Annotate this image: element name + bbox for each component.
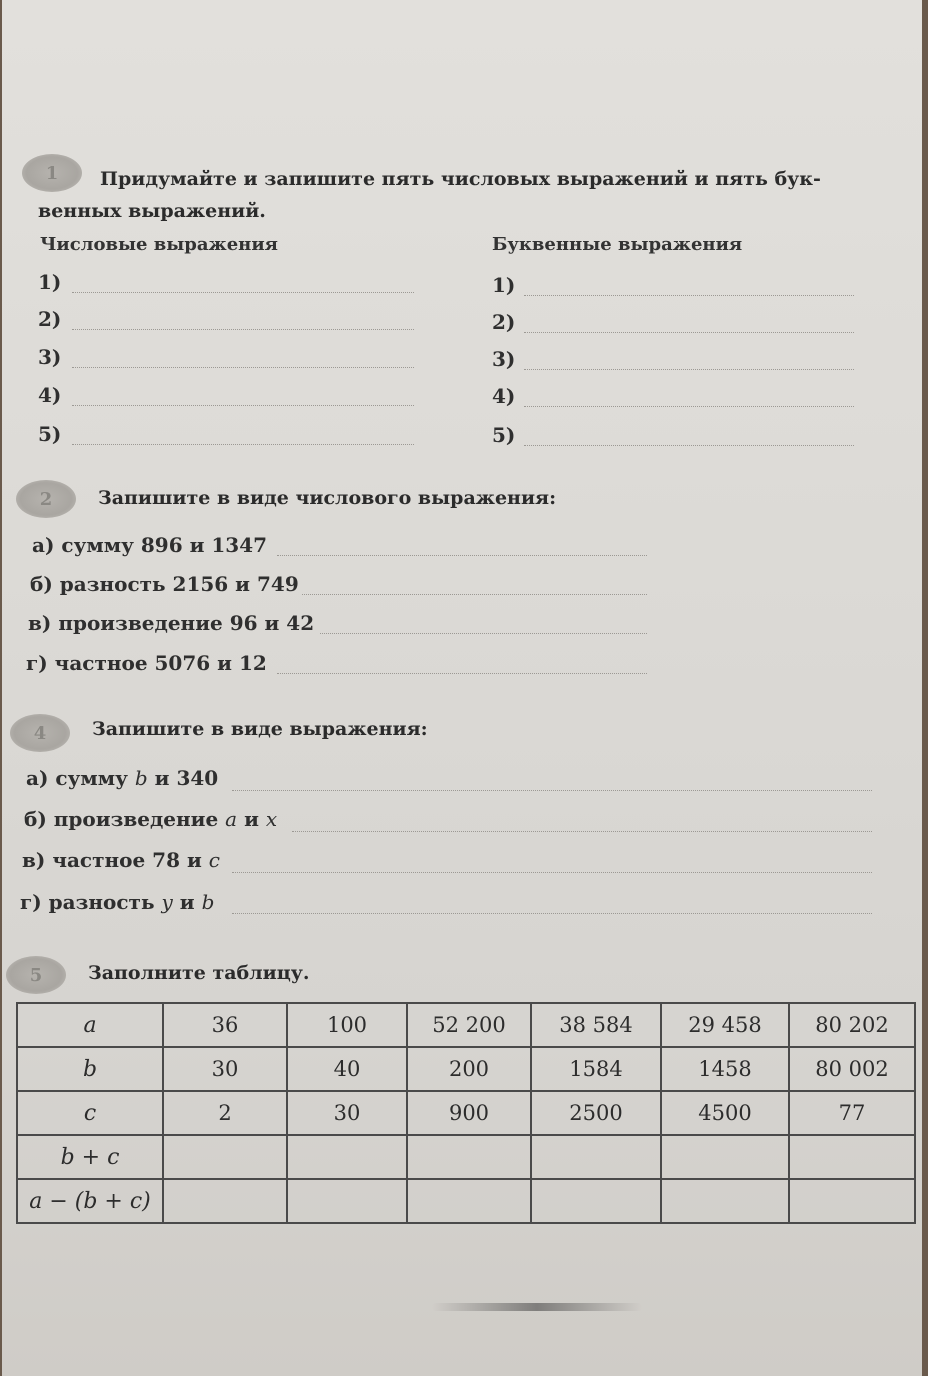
task-2-item-c: в) произведение 96 и 42 xyxy=(28,611,315,635)
task-3-number: 4 xyxy=(10,714,70,752)
task-3-item-d xyxy=(20,890,214,914)
task-2-item-a: а) сумму 896 и 1347 xyxy=(32,533,268,557)
numeric-item-3: 3) xyxy=(38,345,62,369)
table-cell: 77 xyxy=(789,1091,915,1135)
table-answer-cell[interactable] xyxy=(789,1135,915,1179)
letter-answer-line-4[interactable] xyxy=(524,406,854,407)
table-answer-cell[interactable] xyxy=(163,1135,287,1179)
task-3-item-c-prefix: в) частное 78 и xyxy=(22,848,209,872)
letter-item-4: 4) xyxy=(492,384,516,408)
numeric-answer-line-2[interactable] xyxy=(72,329,414,330)
fill-in-table xyxy=(16,1002,916,1224)
table-cell: 900 xyxy=(407,1091,531,1135)
task-3-item-d-prefix: г) разность xyxy=(20,890,162,914)
task-3-item-d-mid: и xyxy=(172,890,202,914)
table-answer-cell[interactable] xyxy=(531,1179,661,1223)
numeric-answer-line-1[interactable] xyxy=(72,292,414,293)
table-cell: 80 202 xyxy=(789,1003,915,1047)
table-cell: 80 002 xyxy=(789,1047,915,1091)
table-answer-cell[interactable] xyxy=(163,1179,287,1223)
table-cell: 1458 xyxy=(661,1047,789,1091)
letter-answer-line-2[interactable] xyxy=(524,332,854,333)
task-3-item-d-var1: y xyxy=(161,890,173,914)
table-row-a-minus-b-plus-c xyxy=(17,1179,915,1223)
letter-item-5: 5) xyxy=(492,423,516,447)
table-answer-cell[interactable] xyxy=(287,1179,407,1223)
task-3-item-b xyxy=(24,807,277,831)
letter-expressions-title: Буквенные выражения xyxy=(492,234,743,255)
table-answer-cell[interactable] xyxy=(789,1179,915,1223)
row-label-a: a xyxy=(17,1003,163,1047)
task-1-heading: Придумайте и запишите пять числовых выражений и пять бук- xyxy=(100,168,821,190)
task-3-answer-line-b[interactable] xyxy=(292,831,872,832)
numeric-item-4: 4) xyxy=(38,383,62,407)
table-answer-cell[interactable] xyxy=(407,1135,531,1179)
table-cell: 29 458 xyxy=(661,1003,789,1047)
table-row-c xyxy=(17,1091,915,1135)
task-3-heading: Запишите в виде выражения: xyxy=(92,718,428,740)
numeric-answer-line-4[interactable] xyxy=(72,405,414,406)
row-label-b-plus-c: b + c xyxy=(17,1135,163,1179)
numeric-item-2: 2) xyxy=(38,307,62,331)
task-2-answer-line-b[interactable] xyxy=(302,594,647,595)
task-2-answer-line-d[interactable] xyxy=(277,673,647,674)
letter-answer-line-3[interactable] xyxy=(524,369,854,370)
table-cell: 4500 xyxy=(661,1091,789,1135)
task-2-number: 2 xyxy=(16,480,76,518)
table-answer-cell[interactable] xyxy=(661,1179,789,1223)
task-4-heading: Заполните таблицу. xyxy=(88,962,310,984)
task-2-heading: Запишите в виде числового выражения: xyxy=(98,487,557,509)
task-3-answer-line-c[interactable] xyxy=(232,872,872,873)
task-3-item-d-var2: b xyxy=(201,890,215,914)
task-1-heading-cont: венных выражений. xyxy=(38,200,266,222)
task-3-answer-line-d[interactable] xyxy=(232,913,872,914)
task-3-item-b-var1: a xyxy=(225,807,238,831)
numeric-answer-line-3[interactable] xyxy=(72,367,414,368)
numeric-item-1: 1) xyxy=(38,270,62,294)
table-cell: 38 584 xyxy=(531,1003,661,1047)
task-3-item-b-prefix: б) произведение xyxy=(24,807,226,831)
task-2-answer-line-a[interactable] xyxy=(277,555,647,556)
table-cell: 200 xyxy=(407,1047,531,1091)
task-3-item-b-var2: x xyxy=(265,807,278,831)
table-cell: 30 xyxy=(163,1047,287,1091)
table-cell: 2500 xyxy=(531,1091,661,1135)
row-label-c: c xyxy=(17,1091,163,1135)
letter-answer-line-1[interactable] xyxy=(524,295,854,296)
table-answer-cell[interactable] xyxy=(407,1179,531,1223)
table-cell: 36 xyxy=(163,1003,287,1047)
row-label-a-minus-b-plus-c: a − (b + c) xyxy=(17,1179,163,1223)
table-cell: 52 200 xyxy=(407,1003,531,1047)
task-3-item-a-prefix: а) сумму xyxy=(26,766,135,790)
task-3-answer-line-a[interactable] xyxy=(232,790,872,791)
task-3-item-a-var1: b xyxy=(134,766,148,790)
task-3-item-c-var1: c xyxy=(208,848,220,872)
table-cell: 2 xyxy=(163,1091,287,1135)
table-answer-cell[interactable] xyxy=(287,1135,407,1179)
table-cell: 40 xyxy=(287,1047,407,1091)
task-2-answer-line-c[interactable] xyxy=(320,633,647,634)
numeric-item-5: 5) xyxy=(38,422,62,446)
table-cell: 100 xyxy=(287,1003,407,1047)
task-3-item-c xyxy=(22,848,220,872)
table-answer-cell[interactable] xyxy=(661,1135,789,1179)
table-cell: 1584 xyxy=(531,1047,661,1091)
letter-answer-line-5[interactable] xyxy=(524,445,854,446)
letter-item-3: 3) xyxy=(492,347,516,371)
numeric-expressions-title: Числовые выражения xyxy=(40,234,278,255)
table-row-a xyxy=(17,1003,915,1047)
worksheet-page xyxy=(2,0,922,1376)
task-2-item-d: г) частное 5076 и 12 xyxy=(26,651,267,675)
task-3-item-a xyxy=(26,766,218,790)
numeric-answer-line-5[interactable] xyxy=(72,444,414,445)
task-3-item-a-mid: и 340 xyxy=(147,766,219,790)
pencil-smudge xyxy=(432,1303,642,1311)
table-row-b xyxy=(17,1047,915,1091)
task-1-number: 1 xyxy=(22,154,82,192)
task-3-item-b-mid: и xyxy=(237,807,266,831)
table-row-b-plus-c xyxy=(17,1135,915,1179)
letter-item-1: 1) xyxy=(492,273,516,297)
task-2-item-b: б) разность 2156 и 749 xyxy=(30,572,299,596)
letter-item-2: 2) xyxy=(492,310,516,334)
task-4-number: 5 xyxy=(6,956,66,994)
table-answer-cell[interactable] xyxy=(531,1135,661,1179)
table-cell: 30 xyxy=(287,1091,407,1135)
row-label-b: b xyxy=(17,1047,163,1091)
